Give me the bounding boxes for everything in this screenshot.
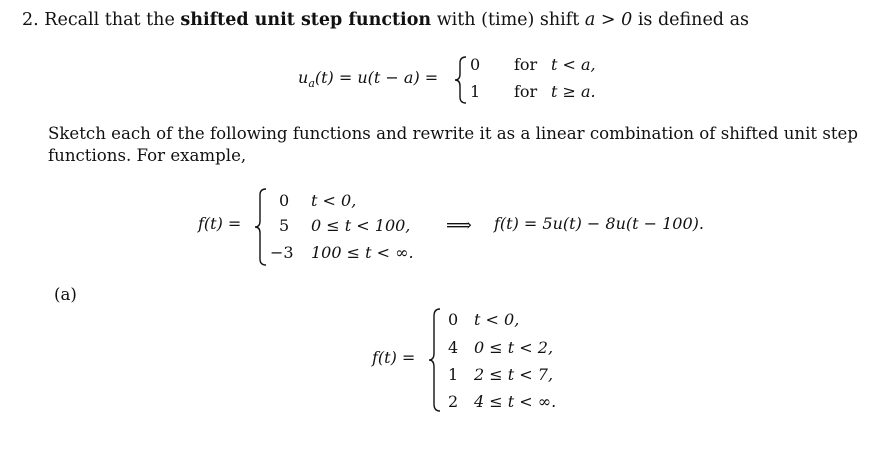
implies-arrow: ⟹ bbox=[446, 215, 472, 236]
definition-u: u bbox=[298, 68, 309, 87]
example-case-2-value: 5 bbox=[279, 216, 290, 235]
part-a-case-4-value: 2 bbox=[448, 392, 459, 411]
definition-rest: (t) = u(t − a) = bbox=[314, 68, 439, 87]
part-a-case-1-cond: t < 0, bbox=[474, 310, 520, 329]
definition-case-2 bbox=[470, 84, 480, 100]
definition-case-2-word: for bbox=[514, 82, 538, 101]
instruction-line-1: Sketch each of the following functions and rewrite it as a linear combination of shifted unit step bbox=[48, 124, 858, 143]
example-case-2-cond: 0 ≤ t < 100, bbox=[311, 216, 411, 235]
example-brace bbox=[254, 188, 268, 266]
definition-case-2-cond: t ≥ a. bbox=[551, 82, 596, 101]
example-lhs: f(t) = bbox=[198, 214, 242, 233]
part-a-case-2-value: 4 bbox=[448, 338, 459, 357]
case-value: 1 bbox=[470, 82, 481, 101]
case-value: 0 bbox=[470, 55, 481, 74]
intro-end: is defined as bbox=[637, 10, 749, 30]
part-a-brace bbox=[428, 308, 442, 412]
intro-bold-term: shifted unit step function bbox=[180, 10, 432, 30]
shift-condition: a > 0 bbox=[584, 10, 633, 30]
example-case-3-value: −3 bbox=[270, 243, 294, 262]
intro-text: Recall that the bbox=[44, 10, 175, 30]
example-result: f(t) = 5u(t) − 8u(t − 100). bbox=[494, 214, 704, 233]
part-a-case-2-cond: 0 ≤ t < 2, bbox=[474, 338, 554, 357]
instruction-line-2: functions. For example, bbox=[48, 146, 247, 165]
definition-brace bbox=[454, 56, 468, 104]
definition-subscript: a bbox=[308, 77, 315, 91]
definition-case-1 bbox=[470, 57, 480, 73]
definition-case-1-word: for bbox=[514, 55, 538, 74]
part-a-label: (a) bbox=[54, 285, 77, 304]
example-case-1-value: 0 bbox=[279, 191, 290, 210]
example-case-3-cond: 100 ≤ t < ∞. bbox=[311, 243, 414, 262]
part-a-case-3-value: 1 bbox=[448, 365, 459, 384]
intro-text-cont: with (time) shift bbox=[436, 10, 580, 30]
part-a-case-1-value: 0 bbox=[448, 310, 459, 329]
problem-statement bbox=[22, 12, 749, 30]
problem-number: 2. bbox=[22, 10, 39, 30]
part-a-lhs: f(t) = bbox=[372, 348, 416, 367]
definition-case-1-cond: t < a, bbox=[551, 55, 596, 74]
definition-lhs bbox=[298, 70, 438, 89]
part-a-case-3-cond: 2 ≤ t < 7, bbox=[474, 365, 554, 384]
example-case-1-cond: t < 0, bbox=[311, 191, 357, 210]
part-a-case-4-cond: 4 ≤ t < ∞. bbox=[474, 392, 557, 411]
